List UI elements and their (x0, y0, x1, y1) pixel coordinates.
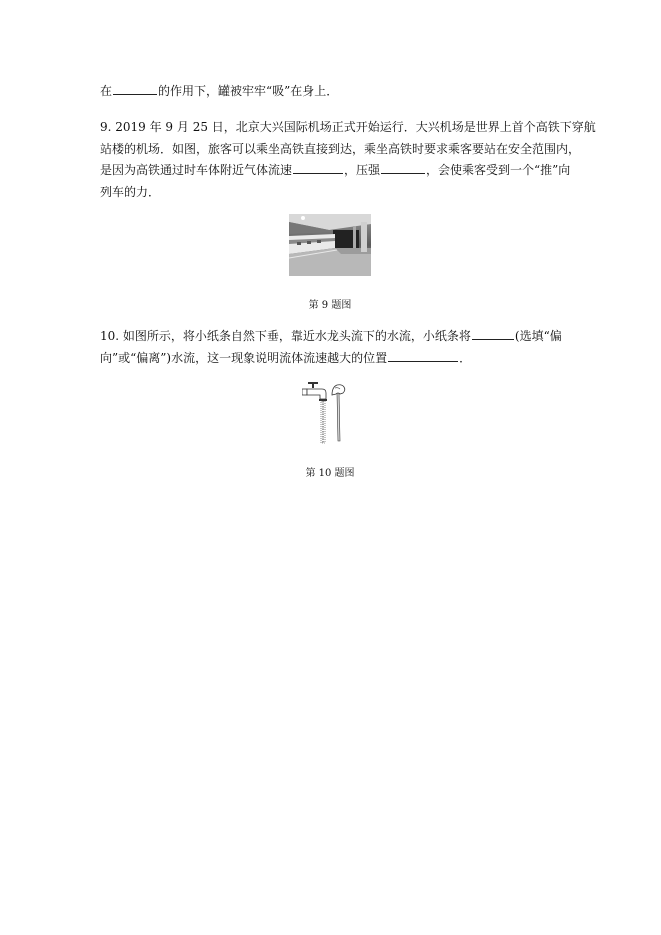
q10-blank-2[interactable] (388, 350, 458, 362)
q9-line-3-a: 是因为高铁通过时车体附近气体流速 (100, 163, 293, 177)
faucet-paper-figure (302, 381, 354, 445)
faucet-illustration (302, 381, 354, 445)
figure-9-caption: 第 9 题图 (308, 300, 352, 311)
q8-text-pre: 在 (100, 84, 113, 98)
q8-answer-blank[interactable] (113, 83, 157, 95)
q9-line-3-b: ，压强 (344, 163, 381, 177)
train-station-photo (289, 214, 371, 276)
q10-line-2 (100, 350, 471, 367)
q9-line-1: 9. 2019 年 9 月 25 日，北京大兴国际机场正式开始运行．大兴机场是世界上首个高铁下穿航 (100, 120, 596, 134)
q10-line-1 (100, 328, 562, 345)
q9-line-3 (100, 162, 570, 179)
q9-line-3-c: ，会使乘客受到一个“推”向 (426, 163, 571, 177)
q10-line-1-b: (选填“偏 (514, 329, 562, 343)
figure-10-caption: 第 10 题图 (305, 468, 355, 479)
q8-tail-line (100, 83, 338, 100)
q9-blank-1[interactable] (293, 162, 343, 174)
q8-text-post: 的作用下，罐被牢牢“吸”在身上． (158, 84, 339, 98)
q9-line-4: 列车的力． (100, 185, 161, 199)
q9-blank-2[interactable] (381, 162, 425, 174)
q10-line-2-a: 向”或“偏离”)水流，这一现象说明流体流速越大的位置 (100, 351, 388, 365)
train-station-illustration (289, 214, 371, 276)
q10-line-2-b: ． (459, 351, 472, 365)
q10-line-1-a: 10. 如图所示，将小纸条自然下垂，靠近水龙头流下的水流，小纸条将 (100, 329, 471, 343)
q9-line-2: 站楼的机场．如图，旅客可以乘坐高铁直接到达，乘坐高铁时要求乘客要站在安全范围内， (100, 142, 581, 156)
q10-blank-1[interactable] (472, 328, 514, 340)
